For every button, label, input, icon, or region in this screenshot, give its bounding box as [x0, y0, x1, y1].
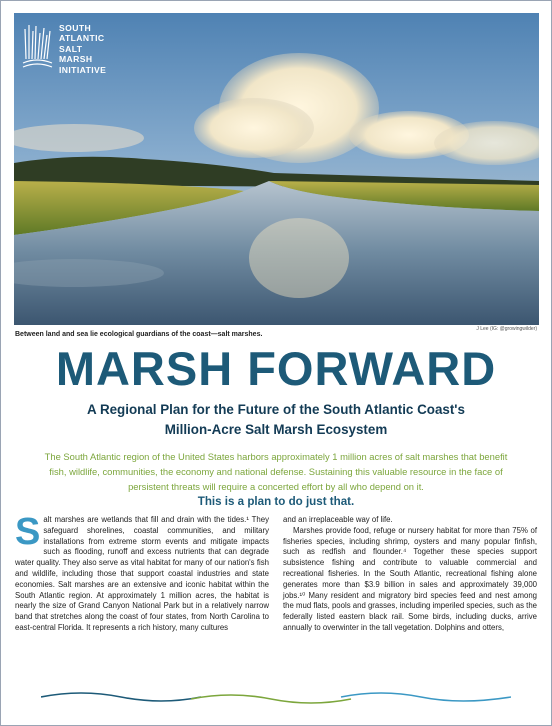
initiative-logo: [20, 23, 106, 75]
marsh-photo: [14, 13, 539, 325]
page-title: MARSH FORWARD: [55, 342, 497, 395]
body-text: Marshes provide food, refuge or nursery habitat for more than 75% of fisheries species, including shrimp, oysters and many popular finfish, such as redfish and flounder.⁴ Together these species support subsistence fishing and contribute to valuable commercial and recreational fisheries. In the South Atlantic, recreational fishing alone generates more than $3.9 billion in sales and approximately 39,000 jobs.¹⁰ Many resident and migratory bird species feed and nest among the mud flats, pools and grasses, including imperiled species, such as the federally listed eastern black rail. Some birds, including ducks, arrive annually to overwinter in the tall vegetation. Dolphins and otters,: [283, 525, 537, 632]
subtitle-line: A Regional Plan for the Future of the South Atlantic Coast's: [87, 402, 465, 417]
logo-line: SOUTH: [59, 23, 92, 33]
body-column-left: [15, 511, 269, 634]
tagline: This is a plan to do just that.: [197, 495, 355, 508]
body-columns: [15, 511, 537, 634]
drop-cap: S: [15, 511, 41, 553]
subtitle-line: Million-Acre Salt Marsh Ecosystem: [164, 422, 388, 437]
logo-line: SALT: [59, 43, 83, 54]
marsh-grass-logo-icon: [20, 23, 54, 69]
photo-credit: J Lee (IG: @growingwilder): [476, 326, 537, 332]
photo-caption: Between land and sea lie ecological guardians of the coast—salt marshes.: [15, 331, 263, 338]
wave-divider-icon: [41, 687, 511, 707]
subtitle: [31, 400, 521, 440]
logo-line: INITIATIVE: [59, 64, 107, 75]
body-text: alt marshes are wetlands that fill and drain with the tides.¹ They safeguard shorelines, coastal communities, and military installations from extreme storm events and mitigate impacts such as flooding, runoff and excess nutrients that can degrade water quality. They also serve as vital habitat for many of our nation's fish and wildlife, including those that support coastal industries and state economies. Salt marshes are an extensive and iconic habitat within the South Atlantic region. At approximately 1 million acres, the habitat is nearly the size of Grand Canyon National Park but in a relatively narrow band that stretches along the coast of four states, from North Carolina to east-central Florida. It represents a rich history, many cultures: [15, 515, 269, 632]
body-text: and an irreplaceable way of life.: [283, 515, 393, 524]
logo-line: ATLANTIC: [59, 33, 105, 44]
logo-line: MARSH: [59, 54, 93, 65]
intro-paragraph: The South Atlantic region of the United States harbors approximately 1 million acres of salt marshes that benefit fish, wildlife, communities, the economy and national defense. Sustaining this valuable resource in the face of persistent threats will require a concerted effort by all who depend on it.: [44, 451, 508, 493]
body-column-right: [283, 515, 537, 634]
